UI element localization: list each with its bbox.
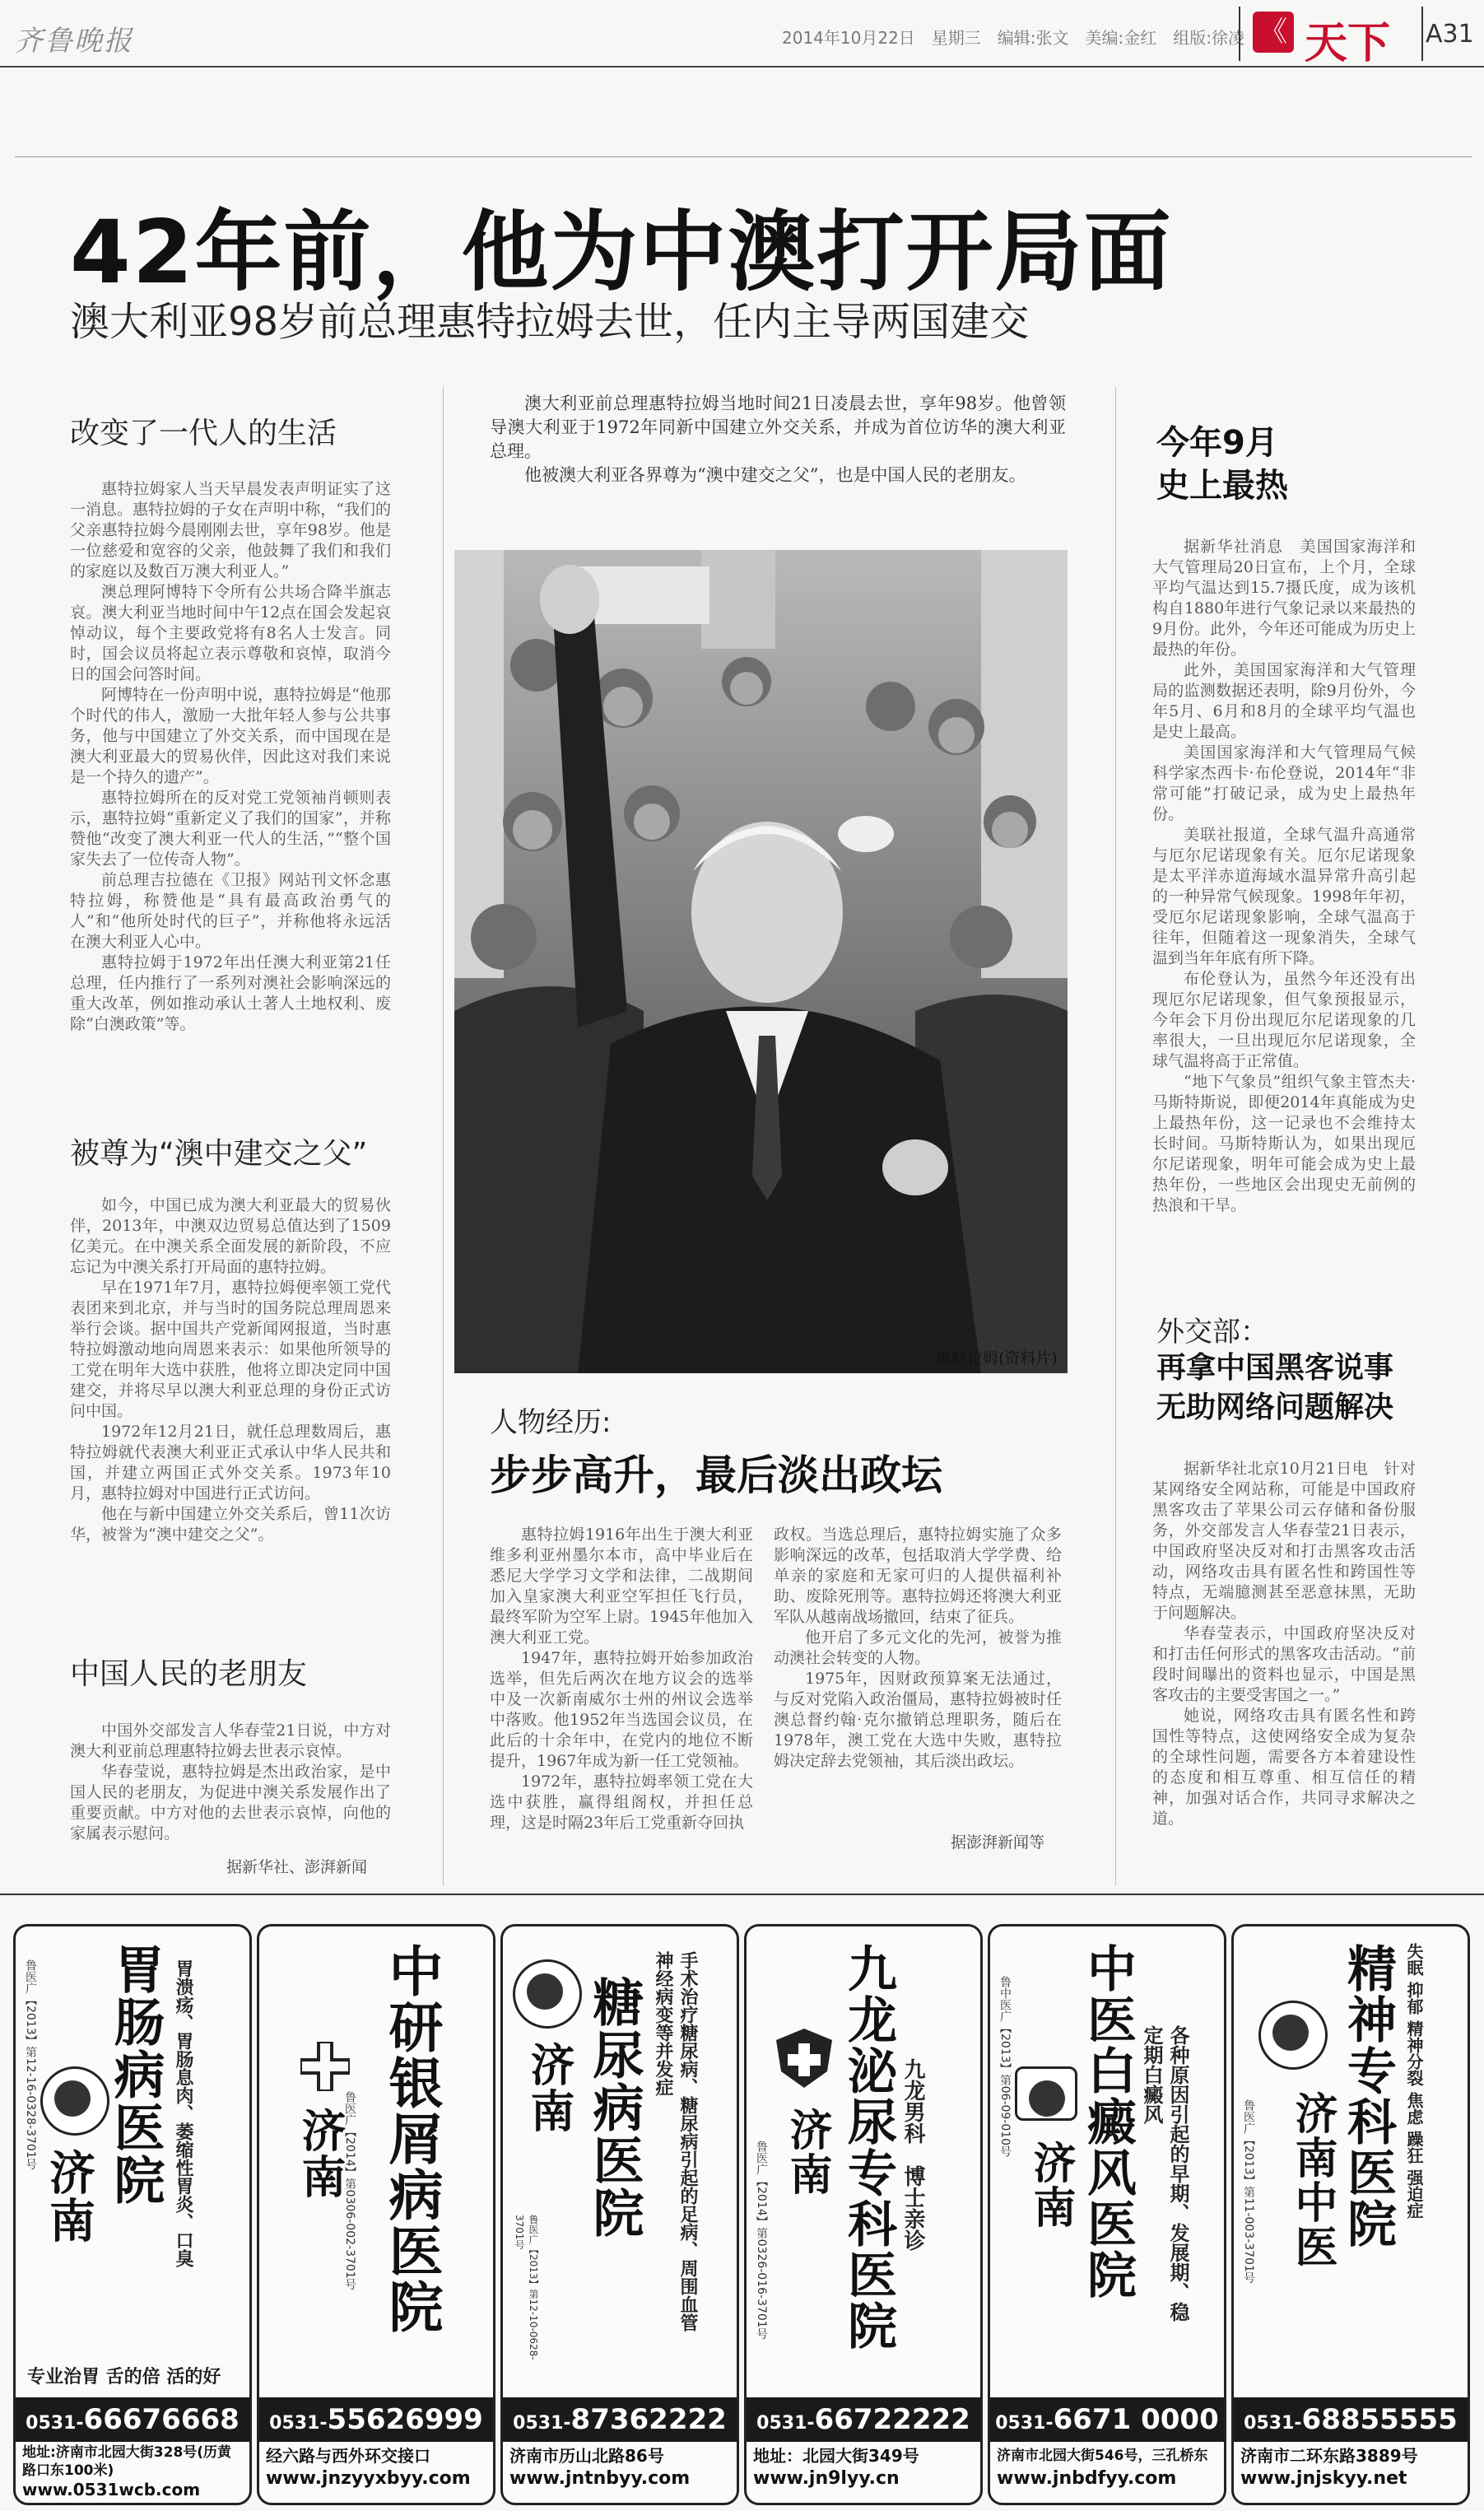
ad-address: 地址:济南市北园大街328号(历黄路口东100米) xyxy=(22,2444,232,2479)
paragraph: 她说，网络攻击具有匿名性和跨国性等特点，这使网络安全成为复杂的全球性问题，需要各方本着建设性的态度和相互尊重、相互信任的精神，加强对话合作，共同寻求解决之道。 xyxy=(1152,1707,1416,1828)
ad-address: 济南市历山北路86号 xyxy=(509,2446,664,2466)
hospital-logo-icon xyxy=(1258,2001,1328,2070)
ad-gastro-hospital[interactable] xyxy=(13,1924,252,2505)
ad-website: www.jntnbyy.com xyxy=(509,2468,691,2489)
ad-city: 济南 xyxy=(1026,2141,1076,2229)
left-section3-body xyxy=(70,1721,391,1844)
paragraph: 美国国家海洋和大气管理局气候科学家杰西卡·布伦登说，2014年“非常可能”打破记录，成为史上最热年份。 xyxy=(1152,743,1416,823)
phone-number: 55626999 xyxy=(327,2403,483,2436)
phone-prefix: 0531- xyxy=(513,2413,571,2434)
paragraph: 惠特拉姆家人当天早晨发表声明证实了这一消息。惠特拉姆的子女在声明中称，“我们的父亲惠特拉姆今晨刚刚去世，享年98岁。他是一位慈爱和宽容的父亲，他鼓舞了我们和我们的家庭以及数百万澳大利亚人。” xyxy=(70,480,391,580)
ad-title: 中医白癜风医院 xyxy=(1079,1943,1137,2300)
section-name: 天下 xyxy=(1305,19,1391,68)
left-section1-body xyxy=(70,479,391,1035)
paragraph: 前总理吉拉德在《卫报》网站刊文怀念惠特拉姆，称赞他是“具有最高政治勇气的人”和“他所处时代的巨子”，并称他将永远活在澳大利亚人心中。 xyxy=(70,871,391,951)
phone-prefix: 0531- xyxy=(756,2413,815,2434)
paragraph: 如今，中国已成为澳大利亚最大的贸易伙伴，2013年，中澳双边贸易总值达到了1509亿美元。在中澳关系全面发展的新阶段，不应忘记为中澳关系打开局面的惠特拉姆。 xyxy=(70,1196,391,1276)
ad-license: 鲁医广【2014】第0326-016-3701号 xyxy=(755,2141,768,2340)
phone-number: 66722222 xyxy=(814,2403,970,2436)
paragraph: 据新华社消息 美国国家海洋和大气管理局20日宣布，上个月，全球平均气温达到15.7摄氏度，成为该机构自1880年进行气象记录以来最热的9月份。此外，今年还可能成为历史上最热的年份。 xyxy=(1152,538,1416,659)
hospital-logo-icon xyxy=(513,1959,582,2029)
news-photo xyxy=(454,550,1068,1373)
paragraph: 据新华社北京10月21日电 针对某网络安全网站称，可能是中国政府黑客攻击了苹果公司云存储和备份服务，外交部发言人华春莹21日表示，中国政府坚决反对和打击黑客攻击活动，网络攻击具有匿名性和跨国性等特点，无端臆测甚至恶意抹黑，无助于问题解决。 xyxy=(1152,1460,1416,1622)
phone-prefix: 0531- xyxy=(1244,2413,1302,2434)
ad-website: www.0531wcb.com xyxy=(22,2480,201,2499)
ad-city: 济南 xyxy=(523,2042,576,2134)
paragraph: “地下气象员”组织气象主管杰夫·马斯特斯说，即便2014年真能成为史上最热年份，这一记录也不会维持太长时间。马斯特斯认为，如果出现厄尔尼诺现象，明年可能会成为史上最热年份，一些地区会出现史无前例的热浪和干旱。 xyxy=(1152,1073,1416,1214)
lead-paragraph: 他被澳大利亚各界尊为“澳中建交之父”，也是中国人民的老朋友。 xyxy=(524,465,1026,485)
left-section2-title: 被尊为“澳中建交之父” xyxy=(70,1137,368,1171)
ad-phone xyxy=(1234,2397,1468,2442)
middle-label: 人物经历: xyxy=(490,1406,612,1439)
column-divider-left xyxy=(443,387,444,1885)
paragraph: 此外，美国国家海洋和大气管理局的监测数据还表明，除9月份外，今年5月、6月和8月的全球平均气温也是史上最高。 xyxy=(1152,661,1416,741)
paragraph: 早在1971年7月，惠特拉姆便率领工党代表团来到北京，并与当时的国务院总理周恩来举行会谈。据中国共产党新闻网报道，当时惠特拉姆激动地向周恩来表示：如果他所领导的工党在明年大选中获胜，他将立即决定同中国建交，并将尽早以澳大利亚总理的身份正式访问中国。 xyxy=(70,1279,391,1420)
ad-title: 精神专科医院 xyxy=(1339,1943,1397,2249)
ad-license: 鲁医广【2014】第0306-002-3701号 xyxy=(343,2091,356,2290)
paragraph: 华春莹表示，中国政府坚决反对和打击任何形式的黑客攻击活动。“前段时间曝出的资料也显示，中国是黑客攻击的主要受害国之一。” xyxy=(1152,1624,1416,1704)
ad-title: 中研银屑病医院 xyxy=(379,1943,444,2335)
ad-city: 济南 xyxy=(295,2108,347,2200)
photo-caption: 惠特拉姆(资料片) xyxy=(936,1349,1058,1367)
ad-psoriasis-hospital[interactable] xyxy=(257,1924,495,2505)
lead-paragraph: 澳大利亚前总理惠特拉姆当地时间21日凌晨去世，享年98岁。他曾领导澳大利亚于1972年同新中国建立外交关系，并成为首位访华的澳大利亚总理。 xyxy=(490,394,1066,461)
phone-prefix: 0531- xyxy=(269,2413,328,2434)
ad-phone xyxy=(503,2397,737,2442)
headline: 42年前，他为中澳打开局面 xyxy=(70,202,1173,303)
paragraph: 1975年，因财政预算案无法通过，与反对党陷入政治僵局，惠特拉姆被时任澳总督约翰·克尔撤销总理职务，随后在1978年，澳工党在大选中失败，惠特拉姆决定辞去党领袖，其后淡出政坛。 xyxy=(774,1670,1062,1770)
paper-name-logo: 齐鲁晚报 xyxy=(15,25,133,58)
left-credit: 据新华社、澎湃新闻 xyxy=(226,1858,368,1876)
right-story2-body xyxy=(1152,1459,1416,1829)
ad-title: 糖尿病医院 xyxy=(584,1976,644,2239)
right-story2-title: 再拿中国黑客说事 无助网络问题解决 xyxy=(1156,1351,1394,1424)
paragraph: 惠特拉姆所在的反对党工党领袖肖顿则表示，惠特拉姆“重新定义了我们的国家”，并称赞他“改变了澳大利亚一代人的生活，”“整个国家失去了一位传奇人物”。 xyxy=(70,789,391,869)
red-cross-logo-icon xyxy=(300,2042,350,2091)
ad-license: 鲁医广【2013】第12-16-0328-3701号 xyxy=(24,1959,37,2170)
paragraph: 他在与新中国建立外交关系后，曾11次访华，被誉为“澳中建交之父”。 xyxy=(70,1505,391,1544)
ad-slogan: 专业治胃 舌的倍 活的好 xyxy=(27,2366,221,2388)
ad-website: www.jn9lyy.cn xyxy=(753,2468,900,2489)
ad-services: 九龙男科 博士亲诊 xyxy=(900,2058,925,2251)
paragraph: 1972年，惠特拉姆率领工党在大选中获胜，赢得组阁权，并担任总理，这是时隔23年后工党重新夺回执 xyxy=(490,1773,753,1832)
phone-prefix: 0531- xyxy=(26,2413,84,2434)
ad-website: www.jnjskyy.net xyxy=(1240,2468,1407,2489)
left-section3-title: 中国人民的老朋友 xyxy=(70,1657,308,1691)
headline-top-rule xyxy=(15,156,1472,157)
paragraph: 他开启了多元文化的先河，被誉为推动澳社会转变的人物。 xyxy=(774,1628,1062,1667)
middle-title: 步步高升，最后淡出政坛 xyxy=(490,1451,942,1499)
photo-illustration xyxy=(454,550,1068,1373)
ad-website: www.jnbdfyy.com xyxy=(997,2468,1177,2489)
left-section1-title: 改变了一代人的生活 xyxy=(70,417,337,450)
hospital-logo-icon xyxy=(40,2066,109,2136)
column-divider-right xyxy=(1115,387,1116,1885)
paragraph: 美联社报道，全球气温升高通常与厄尔尼诺现象有关。厄尔尼诺现象是太平洋赤道海域水温异常升高引起的一种异常气候现象。1998年年初，受厄尔尼诺现象影响，全球气温高于往年，但随着这一现象消失，全球气温到当年年底有所下降。 xyxy=(1152,826,1416,967)
phone-number: 87362222 xyxy=(570,2403,727,2436)
ad-services: 胃溃疡、胃肠息肉、萎缩性胃炎、口臭 xyxy=(173,1959,194,2267)
paragraph: 惠特拉姆于1972年出任澳大利亚第21任总理，任内推行了一系列对澳社会影响深远的重大改革，例如推动承认土著人土地权利、废除“白澳政策”等。 xyxy=(70,953,391,1033)
ad-city: 济南 xyxy=(782,2108,832,2197)
phone-number: 6671 0000 xyxy=(1053,2403,1219,2436)
ad-strip-rule xyxy=(0,1894,1484,1895)
phone-number: 66676668 xyxy=(83,2403,240,2436)
right-story2-label: 外交部： xyxy=(1156,1316,1268,1349)
paragraph: 惠特拉姆1916年出生于澳大利亚维多利亚州墨尔本市，高中毕业后在悉尼大学学习文学和法律，二战期间加入皇家澳大利亚空军担任飞行员，最终军阶为空军上尉。1945年他加入澳大利亚工党。 xyxy=(490,1526,753,1647)
hospital-logo-icon xyxy=(1015,2066,1077,2121)
ad-address: 地址：北园大街349号 xyxy=(753,2446,919,2466)
ad-diabetes-hospital[interactable] xyxy=(500,1924,739,2505)
middle-credit: 据澎湃新闻等 xyxy=(951,1833,1045,1852)
ad-phone xyxy=(747,2397,980,2442)
paragraph: 阿博特在一份声明中说，惠特拉姆是“他那个时代的伟人，激励一大批年轻人参与公共事务，他与中国建立了外交关系，而中国现在是澳大利亚最大的贸易伙伴，因此这对我们来说是一个持久的遗产”。 xyxy=(70,686,391,786)
ad-address: 济南市二环东路3889号 xyxy=(1240,2446,1418,2466)
issue-meta: 2014年10月22日 星期三 编辑:张文 美编:金红 组版:徐凌 xyxy=(782,28,1245,48)
cross-shield-logo-icon xyxy=(771,2025,837,2091)
ad-phone xyxy=(16,2397,249,2442)
phone-number: 68855555 xyxy=(1301,2403,1458,2436)
ad-phone xyxy=(990,2397,1224,2442)
ad-services: 手术治疗糖尿病、糖尿病引起的足病、周围血管神经病变等并发症 xyxy=(653,1951,699,2332)
ad-urology-hospital[interactable] xyxy=(744,1924,983,2505)
ad-phone xyxy=(259,2397,493,2442)
subheadline: 澳大利亚98岁前总理惠特拉姆去世，任内主导两国建交 xyxy=(70,299,1030,345)
ad-address: 济南市北园大街546号，三孔桥东 xyxy=(997,2448,1208,2464)
ad-services: 各种原因引起的早期、发展期、稳定期白癜风 xyxy=(1140,2025,1190,2322)
middle-col2 xyxy=(774,1525,1062,1772)
ad-services: 失眠 抑郁 精神分裂 焦虑 躁狂 强迫症 xyxy=(1404,1943,1424,2219)
ad-license: 鲁医广【2013】第12-10-0628-3701号 xyxy=(514,2215,539,2360)
paragraph: 澳总理阿博特下令所有公共场合降半旗志哀。澳大利亚当地时间中午12点在国会发起哀悼动议，每个主要政党将有8名人士发言。同时，国会议员将起立表示尊敬和哀悼，取消今日的国会问答时间。 xyxy=(70,583,391,683)
middle-col1 xyxy=(490,1525,753,1833)
ad-license: 鲁中医广【2013】第06-09-010号 xyxy=(998,1976,1012,2158)
paragraph: 布伦登认为，虽然今年还没有出现厄尔尼诺现象，但气象预报显示，今年会下月份出现厄尔尼诺现象的几率很大，一旦出现厄尔尼诺现象，全球气温将高于正常值。 xyxy=(1152,970,1416,1070)
paragraph: 政权。当选总理后，惠特拉姆实施了众多影响深远的改革，包括取消大学学费、给单亲的家庭和无家可归的人提供福利补助、废除死刑等。惠特拉姆还将澳大利亚军队从越南战场撤回，结束了征兵。 xyxy=(774,1526,1062,1626)
ad-vitiligo-hospital[interactable] xyxy=(988,1924,1226,2505)
ad-title: 九龙泌尿专科医院 xyxy=(840,1943,897,2351)
section-chevron-icon: 《 xyxy=(1253,12,1294,53)
ad-website: www.jnzyyxbyy.com xyxy=(266,2468,471,2489)
paragraph: 华春莹说，惠特拉姆是杰出政治家，是中国人民的老朋友，为促进中澳关系发展作出了重要贡献。中方对他的去世表示哀悼，向他的家属表示慰问。 xyxy=(70,1763,391,1842)
ad-address: 经六路与西外环交接口 xyxy=(266,2446,430,2466)
paragraph: 1947年，惠特拉姆开始参加政治选举，但先后两次在地方议会的选举中及一次新南威尔士州的州议会选举中落败。他1952年当选国会议员，在此后的十余年中，在党内的地位不断提升，1967年成为新一任工党领袖。 xyxy=(490,1649,753,1770)
paragraph: 1972年12月21日，就任总理数周后，惠特拉姆就代表澳大利亚正式承认中华人民共和国，并建立两国正式外交关系。1973年10月，惠特拉姆对中国进行正式访问。 xyxy=(70,1423,391,1502)
left-section2-body xyxy=(70,1195,391,1545)
right-story1-body xyxy=(1152,537,1416,1216)
ad-city: 济南 xyxy=(42,2149,96,2244)
ad-psychiatric-hospital[interactable] xyxy=(1231,1924,1470,2505)
phone-prefix: 0531- xyxy=(995,2413,1054,2434)
ad-title: 胃肠病医院 xyxy=(105,1943,165,2206)
ad-license: 鲁医广【2013】第11-003-3701号 xyxy=(1242,2099,1255,2284)
right-story1-title: 今年9月 史上最热 xyxy=(1156,424,1288,505)
ad-city: 济南中医 xyxy=(1287,2091,1337,2269)
page-number: A31 xyxy=(1426,20,1474,49)
lead-paragraphs xyxy=(490,392,1066,487)
paragraph: 中国外交部发言人华春莹21日说，中方对澳大利亚前总理惠特拉姆去世表示哀悼。 xyxy=(70,1721,391,1760)
